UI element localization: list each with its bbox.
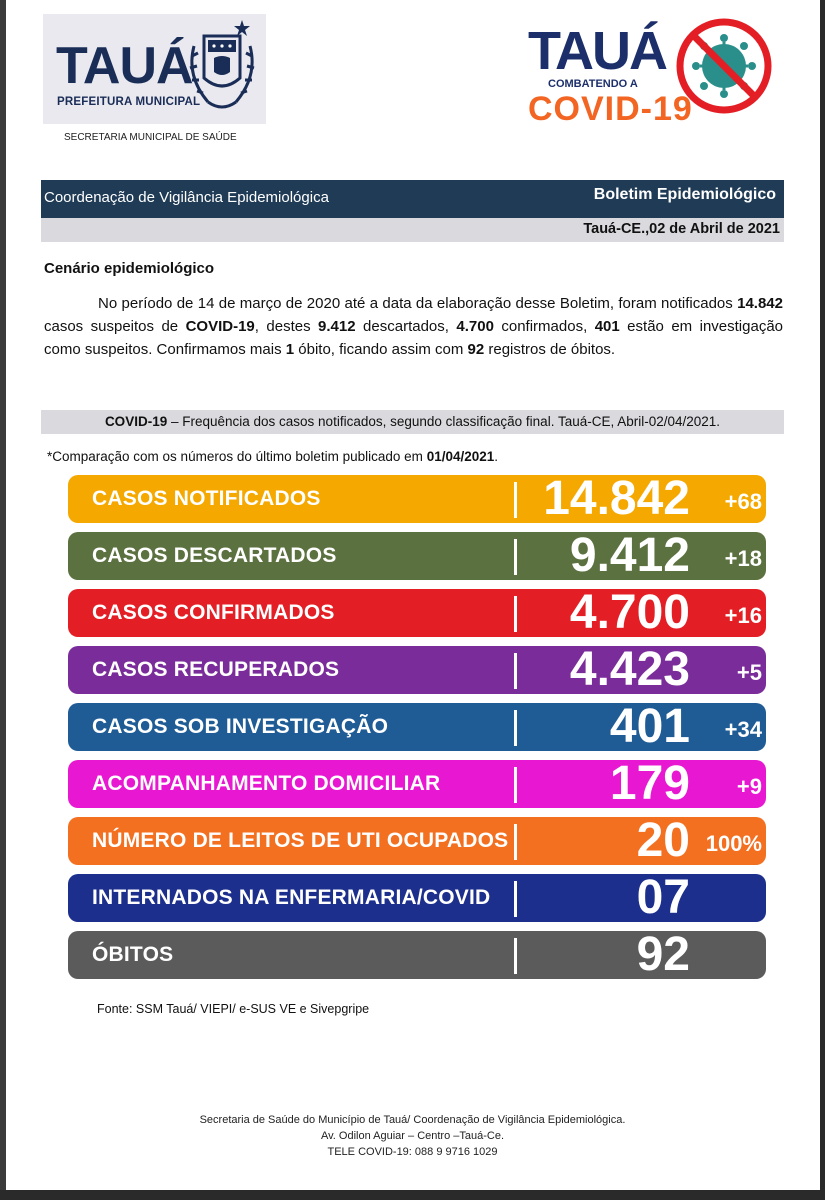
comparison-date: 01/04/2021 xyxy=(426,449,495,464)
stat-value: 92 xyxy=(636,928,690,981)
stat-delta: +68 xyxy=(724,489,762,514)
page-frame-left xyxy=(0,0,6,1200)
page-frame-bottom xyxy=(0,1190,825,1200)
comparison-suffix: . xyxy=(494,449,499,464)
caption-text: – Frequência dos casos notificados, segundo classificação final. Tauá-CE, Abril-02/04/2021. xyxy=(167,414,721,429)
stat-label: CASOS SOB INVESTIGAÇÃO xyxy=(92,715,389,738)
stat-separator xyxy=(514,881,517,917)
stat-row-notificados xyxy=(68,472,766,525)
scenario-number: 1 xyxy=(285,341,295,358)
stat-label: CASOS CONFIRMADOS xyxy=(92,601,335,624)
scenario-text: confirmados, xyxy=(493,318,595,335)
footer-line: TELE COVID-19: 088 9 9716 1029 xyxy=(327,1146,498,1158)
footer-line: Av. Odilon Aguiar – Centro –Tauá-Ce. xyxy=(320,1130,505,1142)
coat-of-arms-icon xyxy=(180,16,264,122)
comparison-text: *Comparação com os números do último boletim publicado em xyxy=(47,449,427,464)
coordination-title: Coordenação de Vigilância Epidemiológica xyxy=(44,189,329,206)
stat-separator xyxy=(514,596,517,632)
table-caption xyxy=(41,410,784,434)
scenario-number: 14.842 xyxy=(737,295,783,312)
stat-label: INTERNADOS NA ENFERMARIA/COVID xyxy=(92,886,491,909)
scenario-text: registros de óbitos. xyxy=(484,341,616,358)
stat-value: 401 xyxy=(609,700,690,753)
scenario-text: estão em investigação como suspeitos. Confirmamos mais xyxy=(44,318,783,358)
scenario-text: casos suspeitos de xyxy=(44,318,186,335)
logo-subtitle: PREFEITURA MUNICIPAL xyxy=(57,96,201,108)
scenario-text: , destes xyxy=(254,318,319,335)
stat-row-obitos xyxy=(68,928,766,981)
secretaria-label: SECRETARIA MUNICIPAL DE SAÚDE xyxy=(64,132,237,143)
stat-separator xyxy=(514,824,517,860)
page-frame-right xyxy=(820,0,825,1200)
prefeitura-logo xyxy=(43,14,266,124)
stat-delta: +9 xyxy=(736,774,762,799)
stat-row-domiciliar xyxy=(68,757,766,810)
stat-label: CASOS RECUPERADOS xyxy=(92,658,340,681)
stat-separator xyxy=(514,539,517,575)
scenario-number: COVID-19 xyxy=(185,318,255,335)
stat-row-descartados xyxy=(68,529,766,582)
scenario-number: 401 xyxy=(594,318,620,335)
bulletin-title: Boletim Epidemiológico xyxy=(593,186,776,203)
covid-campaign-logo xyxy=(524,14,776,128)
stat-label: NÚMERO DE LEITOS DE UTI OCUPADOS xyxy=(92,829,509,852)
stat-value: 4.423 xyxy=(569,643,690,696)
stat-value: 14.842 xyxy=(543,472,690,525)
page-footer xyxy=(0,1112,825,1160)
logo-city-name: TAUÁ xyxy=(56,37,193,95)
footer-line: Secretaria de Saúde do Município de Tauá/ Coordenação de Vigilância Epidemiológica. xyxy=(199,1114,626,1126)
stat-label: ÓBITOS xyxy=(92,943,174,966)
stat-delta: +16 xyxy=(724,603,762,628)
stat-row-uti xyxy=(68,814,766,867)
scenario-number: 92 xyxy=(467,341,485,358)
comparison-note xyxy=(47,449,498,464)
scenario-number: 4.700 xyxy=(456,318,494,335)
stat-separator xyxy=(514,767,517,803)
stat-value: 07 xyxy=(636,871,690,924)
bulletin-date: Tauá-CE.,02 de Abril de 2021 xyxy=(583,221,780,237)
date-bar xyxy=(41,218,784,242)
stat-delta: 100% xyxy=(705,831,762,856)
stat-value: 20 xyxy=(636,814,690,867)
scenario-text: No período de 14 de março de 2020 até a data da elaboração desse Boletim, foram notificados xyxy=(98,295,738,312)
stat-label: ACOMPANHAMENTO DOMICILIAR xyxy=(92,772,441,795)
stat-delta: +34 xyxy=(724,717,762,742)
campaign-city-name: TAUÁ xyxy=(528,21,666,81)
campaign-title: COVID-19 xyxy=(528,90,693,128)
stat-label: CASOS DESCARTADOS xyxy=(92,544,337,567)
stat-delta: +18 xyxy=(724,546,762,571)
stat-separator xyxy=(514,710,517,746)
scenario-text: óbito, ficando assim com xyxy=(294,341,468,358)
stat-row-enfermaria xyxy=(68,871,766,924)
stat-separator xyxy=(514,482,517,518)
stat-separator xyxy=(514,653,517,689)
stat-value: 4.700 xyxy=(569,586,690,639)
source-note: Fonte: SSM Tauá/ VIEPI/ e-SUS VE e Sivepgripe xyxy=(97,1002,370,1016)
stat-separator xyxy=(514,938,517,974)
stat-value: 179 xyxy=(609,757,690,810)
header-bar xyxy=(41,180,784,218)
scenario-text: descartados, xyxy=(355,318,457,335)
scenario-number: 9.412 xyxy=(318,318,356,335)
caption-bold: COVID-19 xyxy=(104,414,168,429)
scenario-title: Cenário epidemiológico xyxy=(44,260,215,277)
stat-value: 9.412 xyxy=(569,529,690,582)
scenario-paragraph xyxy=(44,292,783,361)
stat-row-investigacao xyxy=(68,700,766,753)
stat-delta: +5 xyxy=(736,660,762,685)
stat-label: CASOS NOTIFICADOS xyxy=(92,487,321,510)
stat-row-recuperados xyxy=(68,643,766,696)
stat-row-confirmados xyxy=(68,586,766,639)
campaign-tagline: COMBATENDO A xyxy=(548,78,638,90)
